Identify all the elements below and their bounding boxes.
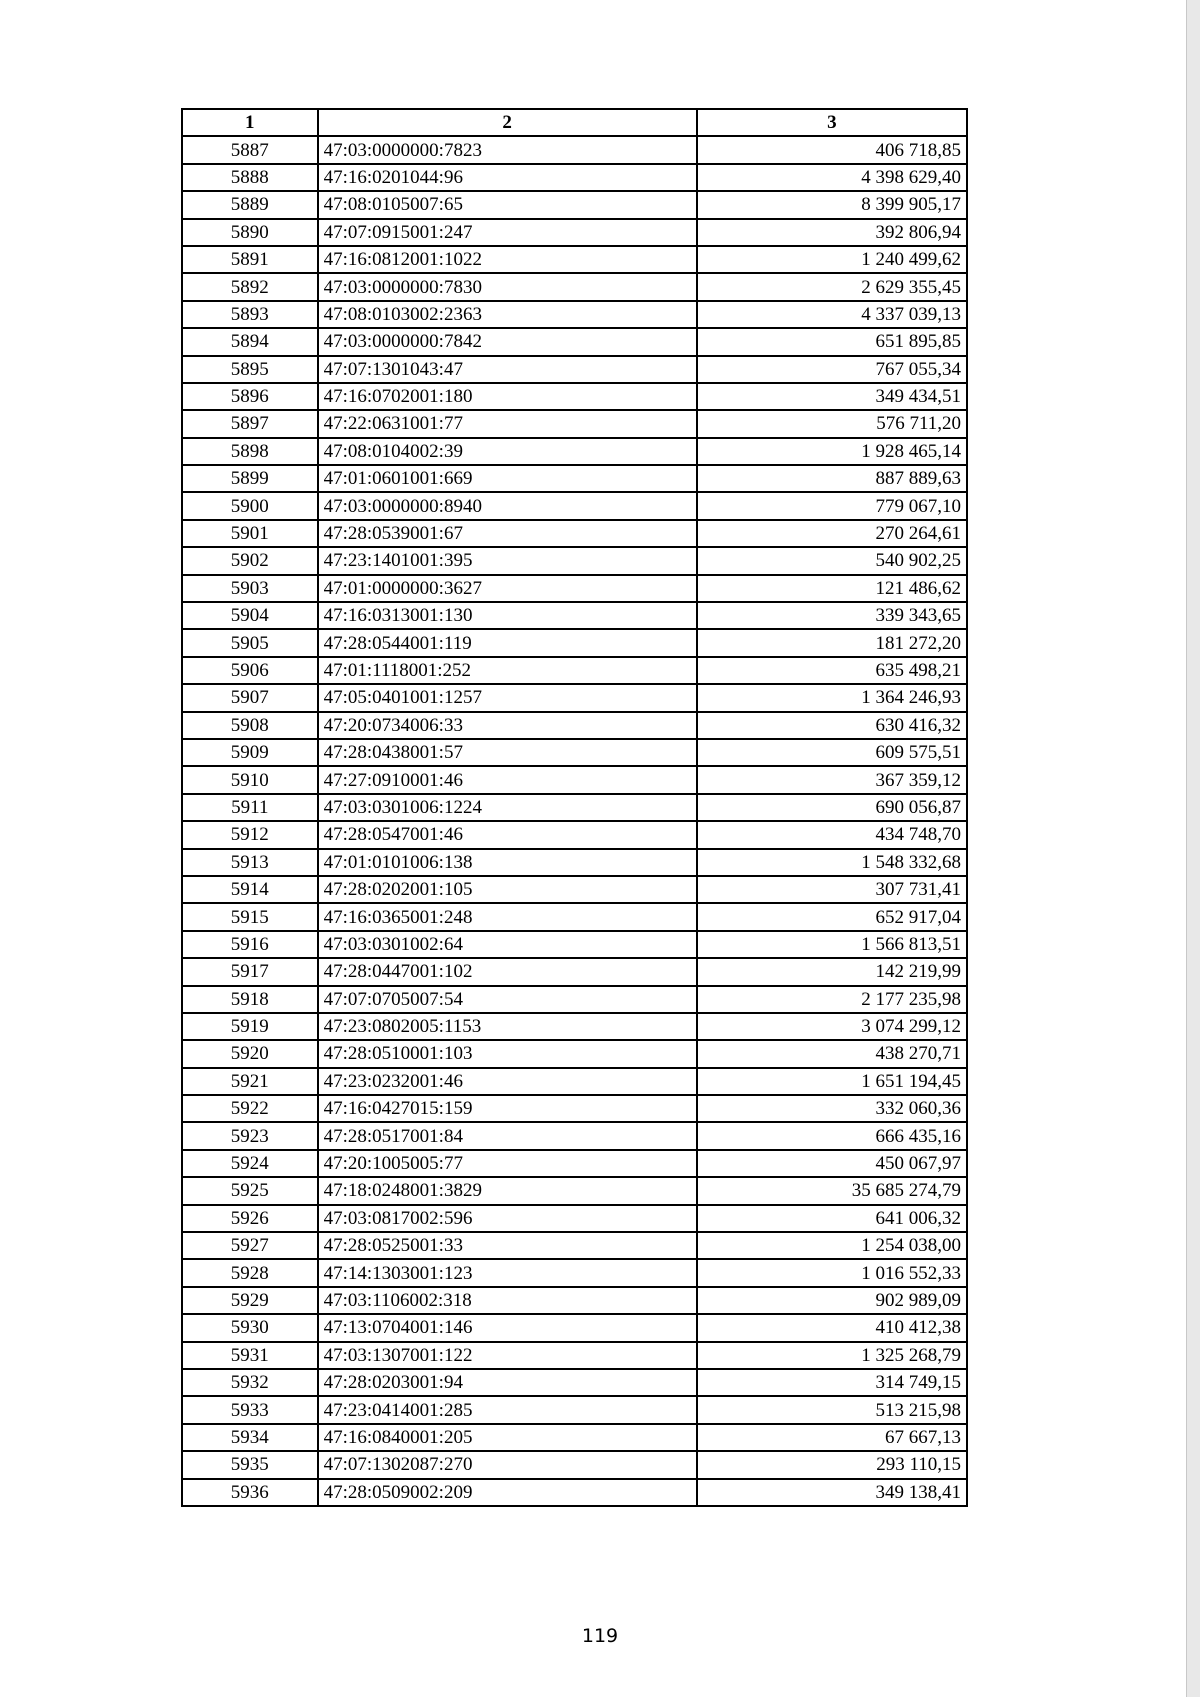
table-row [182, 794, 967, 821]
value-cell: 630 416,32 [697, 712, 967, 739]
table-row [182, 1122, 967, 1149]
table-row [182, 657, 967, 684]
table-row [182, 1013, 967, 1040]
row-number-cell: 5896 [182, 383, 318, 410]
row-number-cell: 5925 [182, 1177, 318, 1204]
cadastral-number-cell: 47:03:0000000:7842 [318, 328, 697, 355]
table-row [182, 903, 967, 930]
table-row [182, 1369, 967, 1396]
value-cell: 270 264,61 [697, 520, 967, 547]
value-cell: 1 928 465,14 [697, 438, 967, 465]
value-cell: 651 895,85 [697, 328, 967, 355]
value-cell: 1 651 194,45 [697, 1068, 967, 1095]
cadastral-number-cell: 47:28:0510001:103 [318, 1040, 697, 1067]
cadastral-number-cell: 47:16:0201044:96 [318, 164, 697, 191]
value-cell: 349 434,51 [697, 383, 967, 410]
cadastral-number-cell: 47:07:0915001:247 [318, 219, 697, 246]
cadastral-number-cell: 47:18:0248001:3829 [318, 1177, 697, 1204]
table-body [182, 136, 967, 1506]
value-cell: 181 272,20 [697, 629, 967, 656]
cadastral-number-cell: 47:01:0101006:138 [318, 849, 697, 876]
table-row [182, 1232, 967, 1259]
value-cell: 67 667,13 [697, 1424, 967, 1451]
row-number-cell: 5933 [182, 1396, 318, 1423]
cadastral-number-cell: 47:01:0601001:669 [318, 465, 697, 492]
cadastral-number-cell: 47:28:0517001:84 [318, 1122, 697, 1149]
row-number-cell: 5894 [182, 328, 318, 355]
row-number-cell: 5915 [182, 903, 318, 930]
table-row [182, 492, 967, 519]
row-number-cell: 5910 [182, 766, 318, 793]
row-number-cell: 5908 [182, 712, 318, 739]
row-number-cell: 5902 [182, 547, 318, 574]
row-number-cell: 5907 [182, 684, 318, 711]
table-row [182, 958, 967, 985]
value-cell: 1 566 813,51 [697, 931, 967, 958]
value-cell: 576 711,20 [697, 410, 967, 437]
cadastral-number-cell: 47:23:0232001:46 [318, 1068, 697, 1095]
cadastral-number-cell: 47:07:1301043:47 [318, 356, 697, 383]
table-row [182, 821, 967, 848]
cadastral-number-cell: 47:03:0817002:596 [318, 1205, 697, 1232]
cadastral-number-cell: 47:22:0631001:77 [318, 410, 697, 437]
value-cell: 767 055,34 [697, 356, 967, 383]
cadastral-number-cell: 47:16:0840001:205 [318, 1424, 697, 1451]
table-row [182, 1314, 967, 1341]
cadastral-number-cell: 47:20:1005005:77 [318, 1150, 697, 1177]
row-number-cell: 5899 [182, 465, 318, 492]
row-number-cell: 5912 [182, 821, 318, 848]
value-cell: 35 685 274,79 [697, 1177, 967, 1204]
table-row [182, 191, 967, 218]
table-row [182, 1396, 967, 1423]
table-row [182, 575, 967, 602]
cadastral-number-cell: 47:28:0539001:67 [318, 520, 697, 547]
table-row [182, 465, 967, 492]
row-number-cell: 5927 [182, 1232, 318, 1259]
table-row [182, 739, 967, 766]
table-row [182, 356, 967, 383]
page-edge [1186, 0, 1200, 1697]
row-number-cell: 5920 [182, 1040, 318, 1067]
row-number-cell: 5893 [182, 301, 318, 328]
cadastral-number-cell: 47:28:0202001:105 [318, 876, 697, 903]
cadastral-number-cell: 47:20:0734006:33 [318, 712, 697, 739]
table-row [182, 1342, 967, 1369]
cadastral-number-cell: 47:16:0812001:1022 [318, 246, 697, 273]
cadastral-number-cell: 47:03:0000000:7830 [318, 273, 697, 300]
value-cell: 314 749,15 [697, 1369, 967, 1396]
value-cell: 2 177 235,98 [697, 986, 967, 1013]
cadastral-number-cell: 47:27:0910001:46 [318, 766, 697, 793]
table-row [182, 438, 967, 465]
value-cell: 513 215,98 [697, 1396, 967, 1423]
cadastral-number-cell: 47:28:0438001:57 [318, 739, 697, 766]
cadastral-number-cell: 47:23:0802005:1153 [318, 1013, 697, 1040]
value-cell: 121 486,62 [697, 575, 967, 602]
header-col-3: 3 [697, 109, 967, 136]
row-number-cell: 5897 [182, 410, 318, 437]
value-cell: 540 902,25 [697, 547, 967, 574]
value-cell: 450 067,97 [697, 1150, 967, 1177]
table-row [182, 1205, 967, 1232]
row-number-cell: 5921 [182, 1068, 318, 1095]
value-cell: 887 889,63 [697, 465, 967, 492]
row-number-cell: 5935 [182, 1451, 318, 1478]
value-cell: 406 718,85 [697, 136, 967, 163]
row-number-cell: 5930 [182, 1314, 318, 1341]
cadastral-number-cell: 47:03:0301006:1224 [318, 794, 697, 821]
value-cell: 1 240 499,62 [697, 246, 967, 273]
cadastral-number-cell: 47:16:0313001:130 [318, 602, 697, 629]
value-cell: 410 412,38 [697, 1314, 967, 1341]
cadastral-number-cell: 47:28:0544001:119 [318, 629, 697, 656]
cadastral-number-cell: 47:01:1118001:252 [318, 657, 697, 684]
value-cell: 293 110,15 [697, 1451, 967, 1478]
row-number-cell: 5919 [182, 1013, 318, 1040]
cadastral-number-cell: 47:08:0104002:39 [318, 438, 697, 465]
table-row [182, 328, 967, 355]
cadastral-number-cell: 47:08:0105007:65 [318, 191, 697, 218]
row-number-cell: 5900 [182, 492, 318, 519]
value-cell: 392 806,94 [697, 219, 967, 246]
row-number-cell: 5916 [182, 931, 318, 958]
cadastral-table [181, 108, 968, 1507]
cadastral-number-cell: 47:01:0000000:3627 [318, 575, 697, 602]
table-row [182, 164, 967, 191]
value-cell: 3 074 299,12 [697, 1013, 967, 1040]
row-number-cell: 5901 [182, 520, 318, 547]
value-cell: 4 398 629,40 [697, 164, 967, 191]
row-number-cell: 5905 [182, 629, 318, 656]
row-number-cell: 5932 [182, 1369, 318, 1396]
cadastral-number-cell: 47:28:0547001:46 [318, 821, 697, 848]
table-row [182, 136, 967, 163]
row-number-cell: 5903 [182, 575, 318, 602]
table-row [182, 1095, 967, 1122]
cadastral-number-cell: 47:23:1401001:395 [318, 547, 697, 574]
table-row [182, 1424, 967, 1451]
row-number-cell: 5913 [182, 849, 318, 876]
row-number-cell: 5924 [182, 1150, 318, 1177]
cadastral-number-cell: 47:14:1303001:123 [318, 1259, 697, 1286]
table-row [182, 1177, 967, 1204]
cadastral-number-cell: 47:16:0427015:159 [318, 1095, 697, 1122]
value-cell: 1 548 332,68 [697, 849, 967, 876]
value-cell: 438 270,71 [697, 1040, 967, 1067]
row-number-cell: 5895 [182, 356, 318, 383]
table-row [182, 684, 967, 711]
row-number-cell: 5934 [182, 1424, 318, 1451]
cadastral-number-cell: 47:28:0447001:102 [318, 958, 697, 985]
header-row [182, 109, 967, 136]
value-cell: 4 337 039,13 [697, 301, 967, 328]
header-col-2: 2 [318, 109, 697, 136]
row-number-cell: 5889 [182, 191, 318, 218]
cadastral-number-cell: 47:13:0704001:146 [318, 1314, 697, 1341]
table-row [182, 602, 967, 629]
table-row [182, 246, 967, 273]
table-row [182, 1287, 967, 1314]
table-header [182, 109, 967, 136]
table-row [182, 301, 967, 328]
row-number-cell: 5922 [182, 1095, 318, 1122]
row-number-cell: 5923 [182, 1122, 318, 1149]
row-number-cell: 5918 [182, 986, 318, 1013]
value-cell: 2 629 355,45 [697, 273, 967, 300]
value-cell: 609 575,51 [697, 739, 967, 766]
row-number-cell: 5909 [182, 739, 318, 766]
value-cell: 641 006,32 [697, 1205, 967, 1232]
value-cell: 1 364 246,93 [697, 684, 967, 711]
value-cell: 8 399 905,17 [697, 191, 967, 218]
row-number-cell: 5911 [182, 794, 318, 821]
header-col-1: 1 [182, 109, 318, 136]
value-cell: 690 056,87 [697, 794, 967, 821]
row-number-cell: 5906 [182, 657, 318, 684]
value-cell: 666 435,16 [697, 1122, 967, 1149]
cadastral-number-cell: 47:28:0509002:209 [318, 1479, 697, 1506]
row-number-cell: 5892 [182, 273, 318, 300]
table-row [182, 383, 967, 410]
table-row [182, 1068, 967, 1095]
table-row [182, 931, 967, 958]
cadastral-number-cell: 47:03:0000000:8940 [318, 492, 697, 519]
row-number-cell: 5936 [182, 1479, 318, 1506]
table-row [182, 766, 967, 793]
table-row [182, 273, 967, 300]
value-cell: 307 731,41 [697, 876, 967, 903]
value-cell: 1 254 038,00 [697, 1232, 967, 1259]
table-row [182, 712, 967, 739]
table-row [182, 547, 967, 574]
table-row [182, 629, 967, 656]
value-cell: 142 219,99 [697, 958, 967, 985]
value-cell: 902 989,09 [697, 1287, 967, 1314]
cadastral-number-cell: 47:03:0000000:7823 [318, 136, 697, 163]
cadastral-number-cell: 47:03:1106002:318 [318, 1287, 697, 1314]
row-number-cell: 5917 [182, 958, 318, 985]
table-row [182, 876, 967, 903]
page-number: 119 [581, 1625, 619, 1647]
row-number-cell: 5914 [182, 876, 318, 903]
table-row [182, 410, 967, 437]
cadastral-number-cell: 47:07:1302087:270 [318, 1451, 697, 1478]
value-cell: 434 748,70 [697, 821, 967, 848]
table-row [182, 219, 967, 246]
row-number-cell: 5931 [182, 1342, 318, 1369]
value-cell: 779 067,10 [697, 492, 967, 519]
row-number-cell: 5888 [182, 164, 318, 191]
cadastral-number-cell: 47:08:0103002:2363 [318, 301, 697, 328]
cadastral-number-cell: 47:28:0203001:94 [318, 1369, 697, 1396]
row-number-cell: 5926 [182, 1205, 318, 1232]
table-row [182, 1451, 967, 1478]
table-row [182, 1479, 967, 1506]
row-number-cell: 5890 [182, 219, 318, 246]
table-row [182, 1040, 967, 1067]
value-cell: 367 359,12 [697, 766, 967, 793]
value-cell: 339 343,65 [697, 602, 967, 629]
value-cell: 332 060,36 [697, 1095, 967, 1122]
table-row [182, 1150, 967, 1177]
row-number-cell: 5928 [182, 1259, 318, 1286]
table-row [182, 1259, 967, 1286]
row-number-cell: 5929 [182, 1287, 318, 1314]
row-number-cell: 5898 [182, 438, 318, 465]
cadastral-number-cell: 47:16:0365001:248 [318, 903, 697, 930]
value-cell: 635 498,21 [697, 657, 967, 684]
table-row [182, 986, 967, 1013]
row-number-cell: 5904 [182, 602, 318, 629]
cadastral-number-cell: 47:28:0525001:33 [318, 1232, 697, 1259]
row-number-cell: 5887 [182, 136, 318, 163]
value-cell: 349 138,41 [697, 1479, 967, 1506]
table-row [182, 849, 967, 876]
cadastral-number-cell: 47:03:0301002:64 [318, 931, 697, 958]
cadastral-number-cell: 47:07:0705007:54 [318, 986, 697, 1013]
value-cell: 652 917,04 [697, 903, 967, 930]
cadastral-number-cell: 47:03:1307001:122 [318, 1342, 697, 1369]
value-cell: 1 325 268,79 [697, 1342, 967, 1369]
cadastral-number-cell: 47:16:0702001:180 [318, 383, 697, 410]
value-cell: 1 016 552,33 [697, 1259, 967, 1286]
cadastral-number-cell: 47:05:0401001:1257 [318, 684, 697, 711]
table-row [182, 520, 967, 547]
cadastral-number-cell: 47:23:0414001:285 [318, 1396, 697, 1423]
row-number-cell: 5891 [182, 246, 318, 273]
